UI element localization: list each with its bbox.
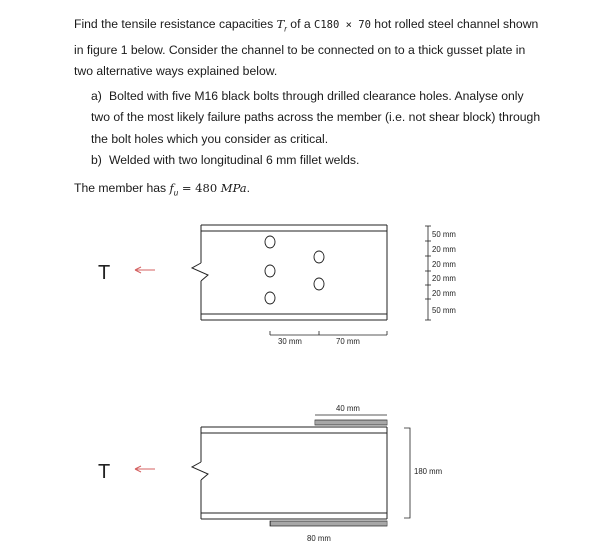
- item-b-marker: b): [91, 153, 102, 167]
- top-weld-dim: 40 mm: [336, 404, 360, 413]
- dim-label: 20 mm: [432, 289, 456, 298]
- horizontal-dimension-line: [270, 331, 387, 335]
- figure-welded: [98, 404, 442, 543]
- top-weld: [315, 420, 387, 425]
- dim-label: 20 mm: [432, 245, 456, 254]
- bolt-hole: [265, 236, 275, 248]
- item-a-text: Bolted with five M16 black bolts through drilled clearance holes. Analyse only two of the most likely failure paths across the member (i.e. not shear block) through the bolt holes which you consider as critical.: [91, 89, 541, 146]
- channel-section: C180 × 70: [314, 19, 371, 31]
- force-label-1: T: [98, 262, 111, 284]
- tensile-capacity-subscript: r: [284, 24, 287, 34]
- channel-outline-1: [201, 225, 387, 320]
- unit: MPa: [220, 181, 247, 195]
- dim-label: 20 mm: [432, 260, 456, 269]
- dim-label: 70 mm: [336, 337, 360, 346]
- dim-label: 20 mm: [432, 274, 456, 283]
- figure-bolted: [98, 225, 456, 346]
- ultimate-strength-symbol: f: [169, 181, 174, 195]
- force-label-2: T: [98, 461, 111, 483]
- tensile-capacity-symbol: T: [276, 17, 285, 31]
- dim-label: 30 mm: [278, 337, 302, 346]
- dim-label: 50 mm: [432, 306, 456, 315]
- bolt-hole: [314, 251, 324, 263]
- problem-intro: Find the tensile resistance capacities $T_r$ of a C180 × 70 hot rolled steel channel shown in figure 1 below. Consider the channel to be connected on to a thick gusset plate in two alternative ways explained below.: [74, 17, 539, 79]
- break-line-2: [192, 462, 208, 480]
- bottom-weld: [270, 521, 387, 526]
- depth-dim: 180 mm: [414, 467, 443, 476]
- dim-label: 50 mm: [432, 230, 456, 239]
- ultimate-strength-subscript: u: [173, 188, 179, 198]
- force-arrow-1: [135, 267, 155, 273]
- member-property: The member has $f_u = 480$ MPa.: [74, 181, 251, 198]
- channel-outline-2: [201, 427, 387, 519]
- bolt-hole: [265, 292, 275, 304]
- bolt-hole: [265, 265, 275, 277]
- vertical-dimension-bar: [425, 226, 431, 320]
- bottom-weld-dim: 80 mm: [307, 534, 331, 543]
- bolt-holes: [265, 236, 324, 304]
- item-b-text: Welded with two longitudinal 6 mm fillet welds.: [109, 153, 360, 167]
- item-a-marker: a): [91, 89, 102, 103]
- break-line-1: [192, 263, 208, 281]
- depth-bracket: [404, 428, 410, 518]
- bolt-hole: [314, 278, 324, 290]
- force-arrow-2: [135, 466, 155, 472]
